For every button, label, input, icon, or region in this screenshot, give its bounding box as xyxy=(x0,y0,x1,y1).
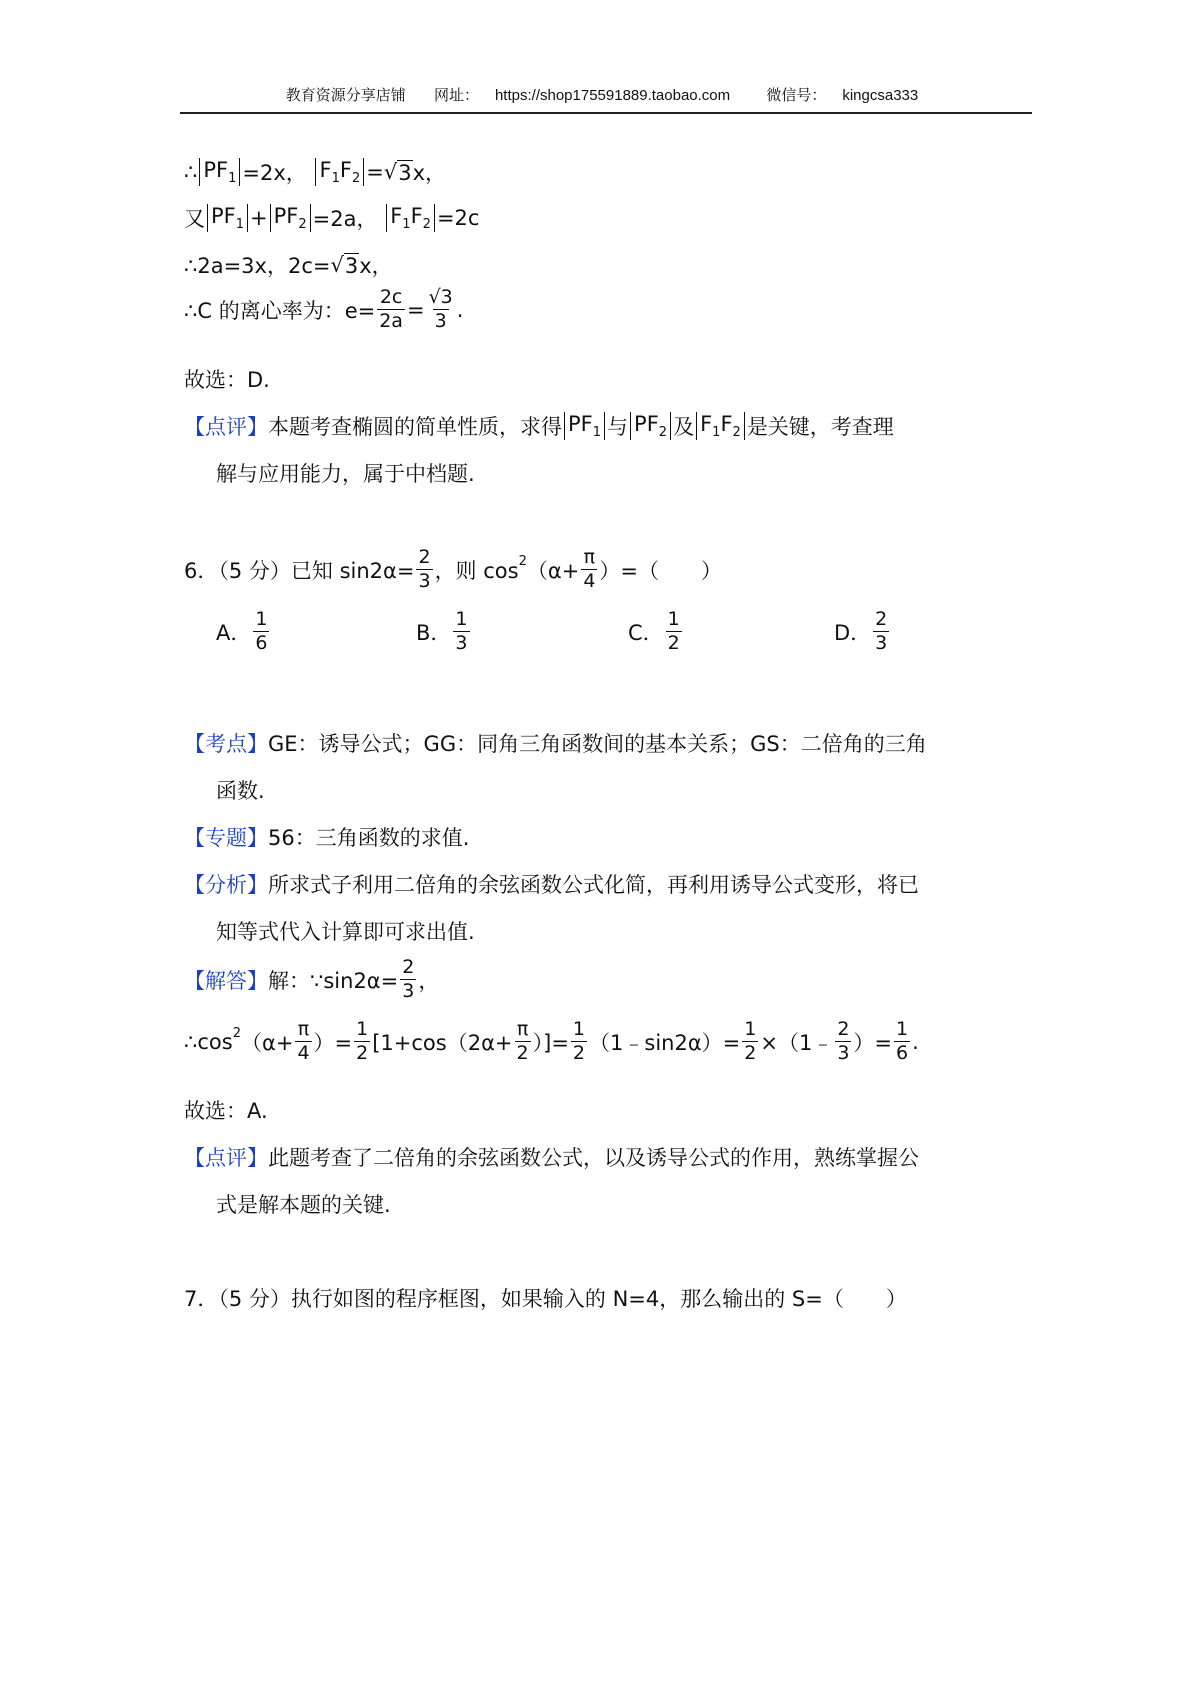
zhuanti-tag: 【专题】 xyxy=(184,826,268,850)
fenxi-line-1: 【分析】 所求式子利用二倍角的余弦函数公式化简，再利用诱导公式变形，将已 xyxy=(184,869,919,899)
fraction: $\frac{√3}{3}$ xyxy=(428,286,453,332)
jieda-tag: 【解答】 xyxy=(184,968,268,993)
fraction: $\frac{2}{3}$ xyxy=(418,546,431,592)
comment-line-1: 【点评】 本题考查椭圆的简单性质，求得 $PF_1$ 与 $PF_2$ 及 $F_1F_2$ 是关键，考查理 xyxy=(184,411,894,441)
fenxi-line-2: 知等式代入计算即可求出值. xyxy=(216,920,475,944)
option-d[interactable]: D． $\frac{2}{3}$ xyxy=(834,608,888,654)
answer-choice-q6: 故选：A. xyxy=(184,1099,268,1123)
kaodian-line-1: 【考点】 GE：诱导公式；GG：同角三角函数间的基本关系；GS：二倍角的三角 xyxy=(184,728,927,758)
kaodian-tag: 【考点】 xyxy=(184,732,268,756)
comment-line-2: 解与应用能力，属于中档题. xyxy=(216,462,475,486)
option-a[interactable]: A． $\frac{1}{6}$ xyxy=(216,608,268,654)
dianping-line-2: 式是解本题的关键. xyxy=(216,1193,391,1217)
shop-name: 教育资源分享店铺 xyxy=(285,87,406,104)
wechat-id: 微信号： kingcsa333 xyxy=(766,87,919,104)
kaodian-line-2: 函数. xyxy=(216,779,265,803)
calc-line: ∴cos $^2$ （α+ $\frac{\pi}{4}$ ）= $\frac{1}{2}$ [1+cos（2α+ $\frac{\pi}{2}$ ）]= $\frac{1}{2}$ （1﹣sin2α）= $\frac{1}{2}$ ×（1﹣ $\frac{2}{3}$ ）= $\frac{1}{6}$ . xyxy=(184,1018,919,1064)
fraction: $\frac{2}{3}$ xyxy=(402,956,415,1002)
jieda-line: 【解答】 解：∵sin2α= $\frac{2}{3}$ ， xyxy=(184,956,440,1002)
comment-tag: 【点评】 xyxy=(184,415,268,439)
question-6-stem: 6．（5 分）已知 sin2α= $\frac{2}{3}$ ，则 cos $^2$ （α+ $\frac{\pi}{4}$ ）=（ ） xyxy=(184,546,723,592)
fenxi-tag: 【分析】 xyxy=(184,873,268,897)
zhuanti-line: 【专题】 56：三角函数的求值. xyxy=(184,822,469,852)
shop-url: 网址： https://shop175591889.taobao.com xyxy=(433,87,731,104)
dianping-line-1: 【点评】 此题考查了二倍角的余弦函数公式，以及诱导公式的作用，熟练掌握公 xyxy=(184,1142,919,1172)
solution-line-3: ∴2a=3x，2c= √ 3 x， xyxy=(184,253,393,278)
solution-line-1: ∴ $PF_1$ =2x， $F_1F_2$ = √ 3 x， xyxy=(184,157,447,187)
answer-choice-prev: 故选：D. xyxy=(184,368,270,392)
question-7-stem: 7．（5 分）执行如图的程序框图，如果输入的 N=4，那么输出的 S=（ ） xyxy=(184,1287,907,1311)
option-b[interactable]: B． $\frac{1}{3}$ xyxy=(416,608,468,654)
option-c[interactable]: C． $\frac{1}{2}$ xyxy=(628,608,680,654)
fraction: $\frac{2c}{2a}$ xyxy=(379,286,403,332)
solution-line-4: ∴C 的离心率为：e= $\frac{2c}{2a}$ = $\frac{√3}{3}$ . xyxy=(184,286,464,332)
fraction: $\frac{\pi}{4}$ xyxy=(583,546,596,592)
dianping-tag: 【点评】 xyxy=(184,1146,268,1170)
page-header xyxy=(180,84,1032,114)
solution-line-2: 又 $PF_1$ + $PF_2$ =2a， $F_1F_2$ =2c xyxy=(184,203,480,233)
